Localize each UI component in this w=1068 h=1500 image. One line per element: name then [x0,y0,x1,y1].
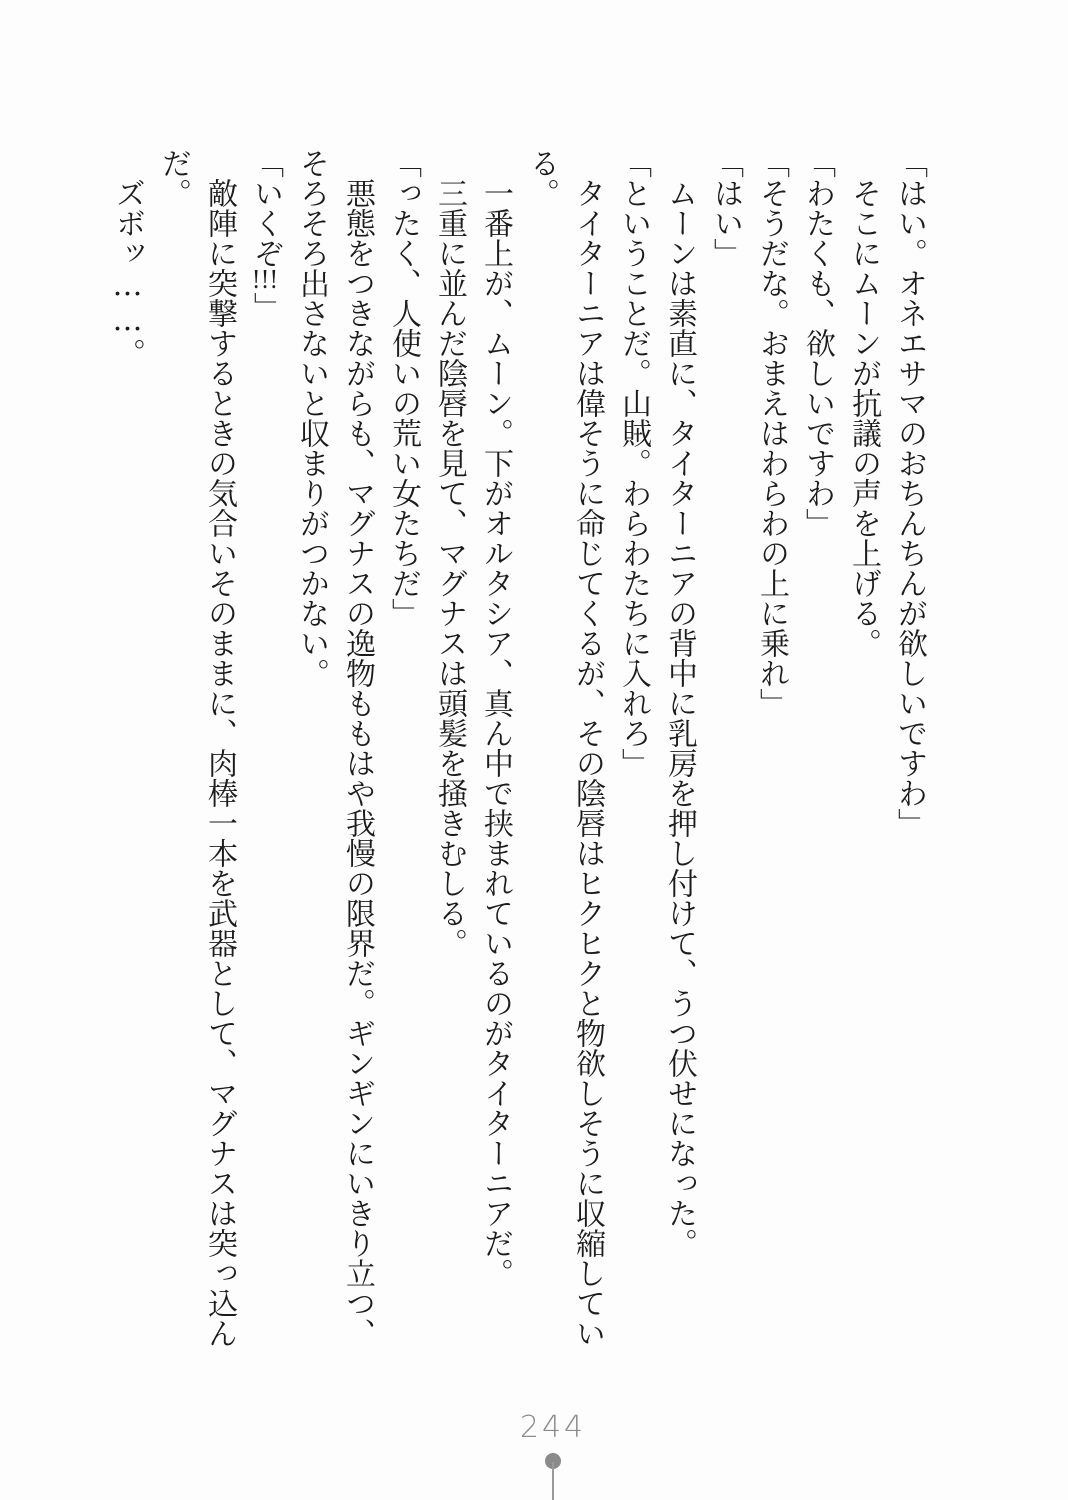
paragraph: 「そうだな。おまえはわらわの上に乗れ」 [754,148,789,718]
page-text [92,148,932,1348]
paragraph: 「ということだ。山賊。わらわたちに入れろ」 [616,148,651,778]
paragraph: 「いくぞ!!!」 [248,148,283,322]
paragraph: 三重に並んだ陰唇を見て、マグナスは頭髪を掻きむしる。 [432,178,467,958]
paragraph: 敵陣に突撃するときの気合いそのままに、肉棒一本を武器として、マグナスは突っ込んだ。 [156,148,237,1348]
paragraph: 「はい。オネエサマのおちんちんが欲しいですわ」 [892,148,927,838]
paragraph: 一番上が、ムーン。下がオルタシア、真ん中で挟まれているのがタイターニアだ。 [478,178,513,1288]
paragraph: 悪態をつきながらも、マグナスの逸物ももはや我慢の限界だ。ギンギンにいきり立つ、そろそろ出さないと収まりがつかない。 [294,148,375,1348]
paragraph: ムーンは素直に、タイターニアの背中に乳房を押し付けて、うつ伏せになった。 [662,178,697,1258]
paragraph: そこにムーンが抗議の声を上げる。 [846,178,881,658]
tatechuyoko-exclamation: !!! [251,268,279,292]
paragraph: 「はい」 [708,148,743,268]
footer-stem-line [552,1462,554,1500]
paragraph: タイターニアは偉そうに命じてくるが、その陰唇はヒクヒクと物欲しそうに収縮している。 [524,148,605,1348]
page-number: 244 [519,1410,587,1445]
paragraph: 「わたくも、欲しいですわ」 [800,148,835,538]
paragraph: ズボッ……。 [110,178,145,368]
paragraph: 「ったく、人使いの荒い女たちだ」 [386,148,421,628]
